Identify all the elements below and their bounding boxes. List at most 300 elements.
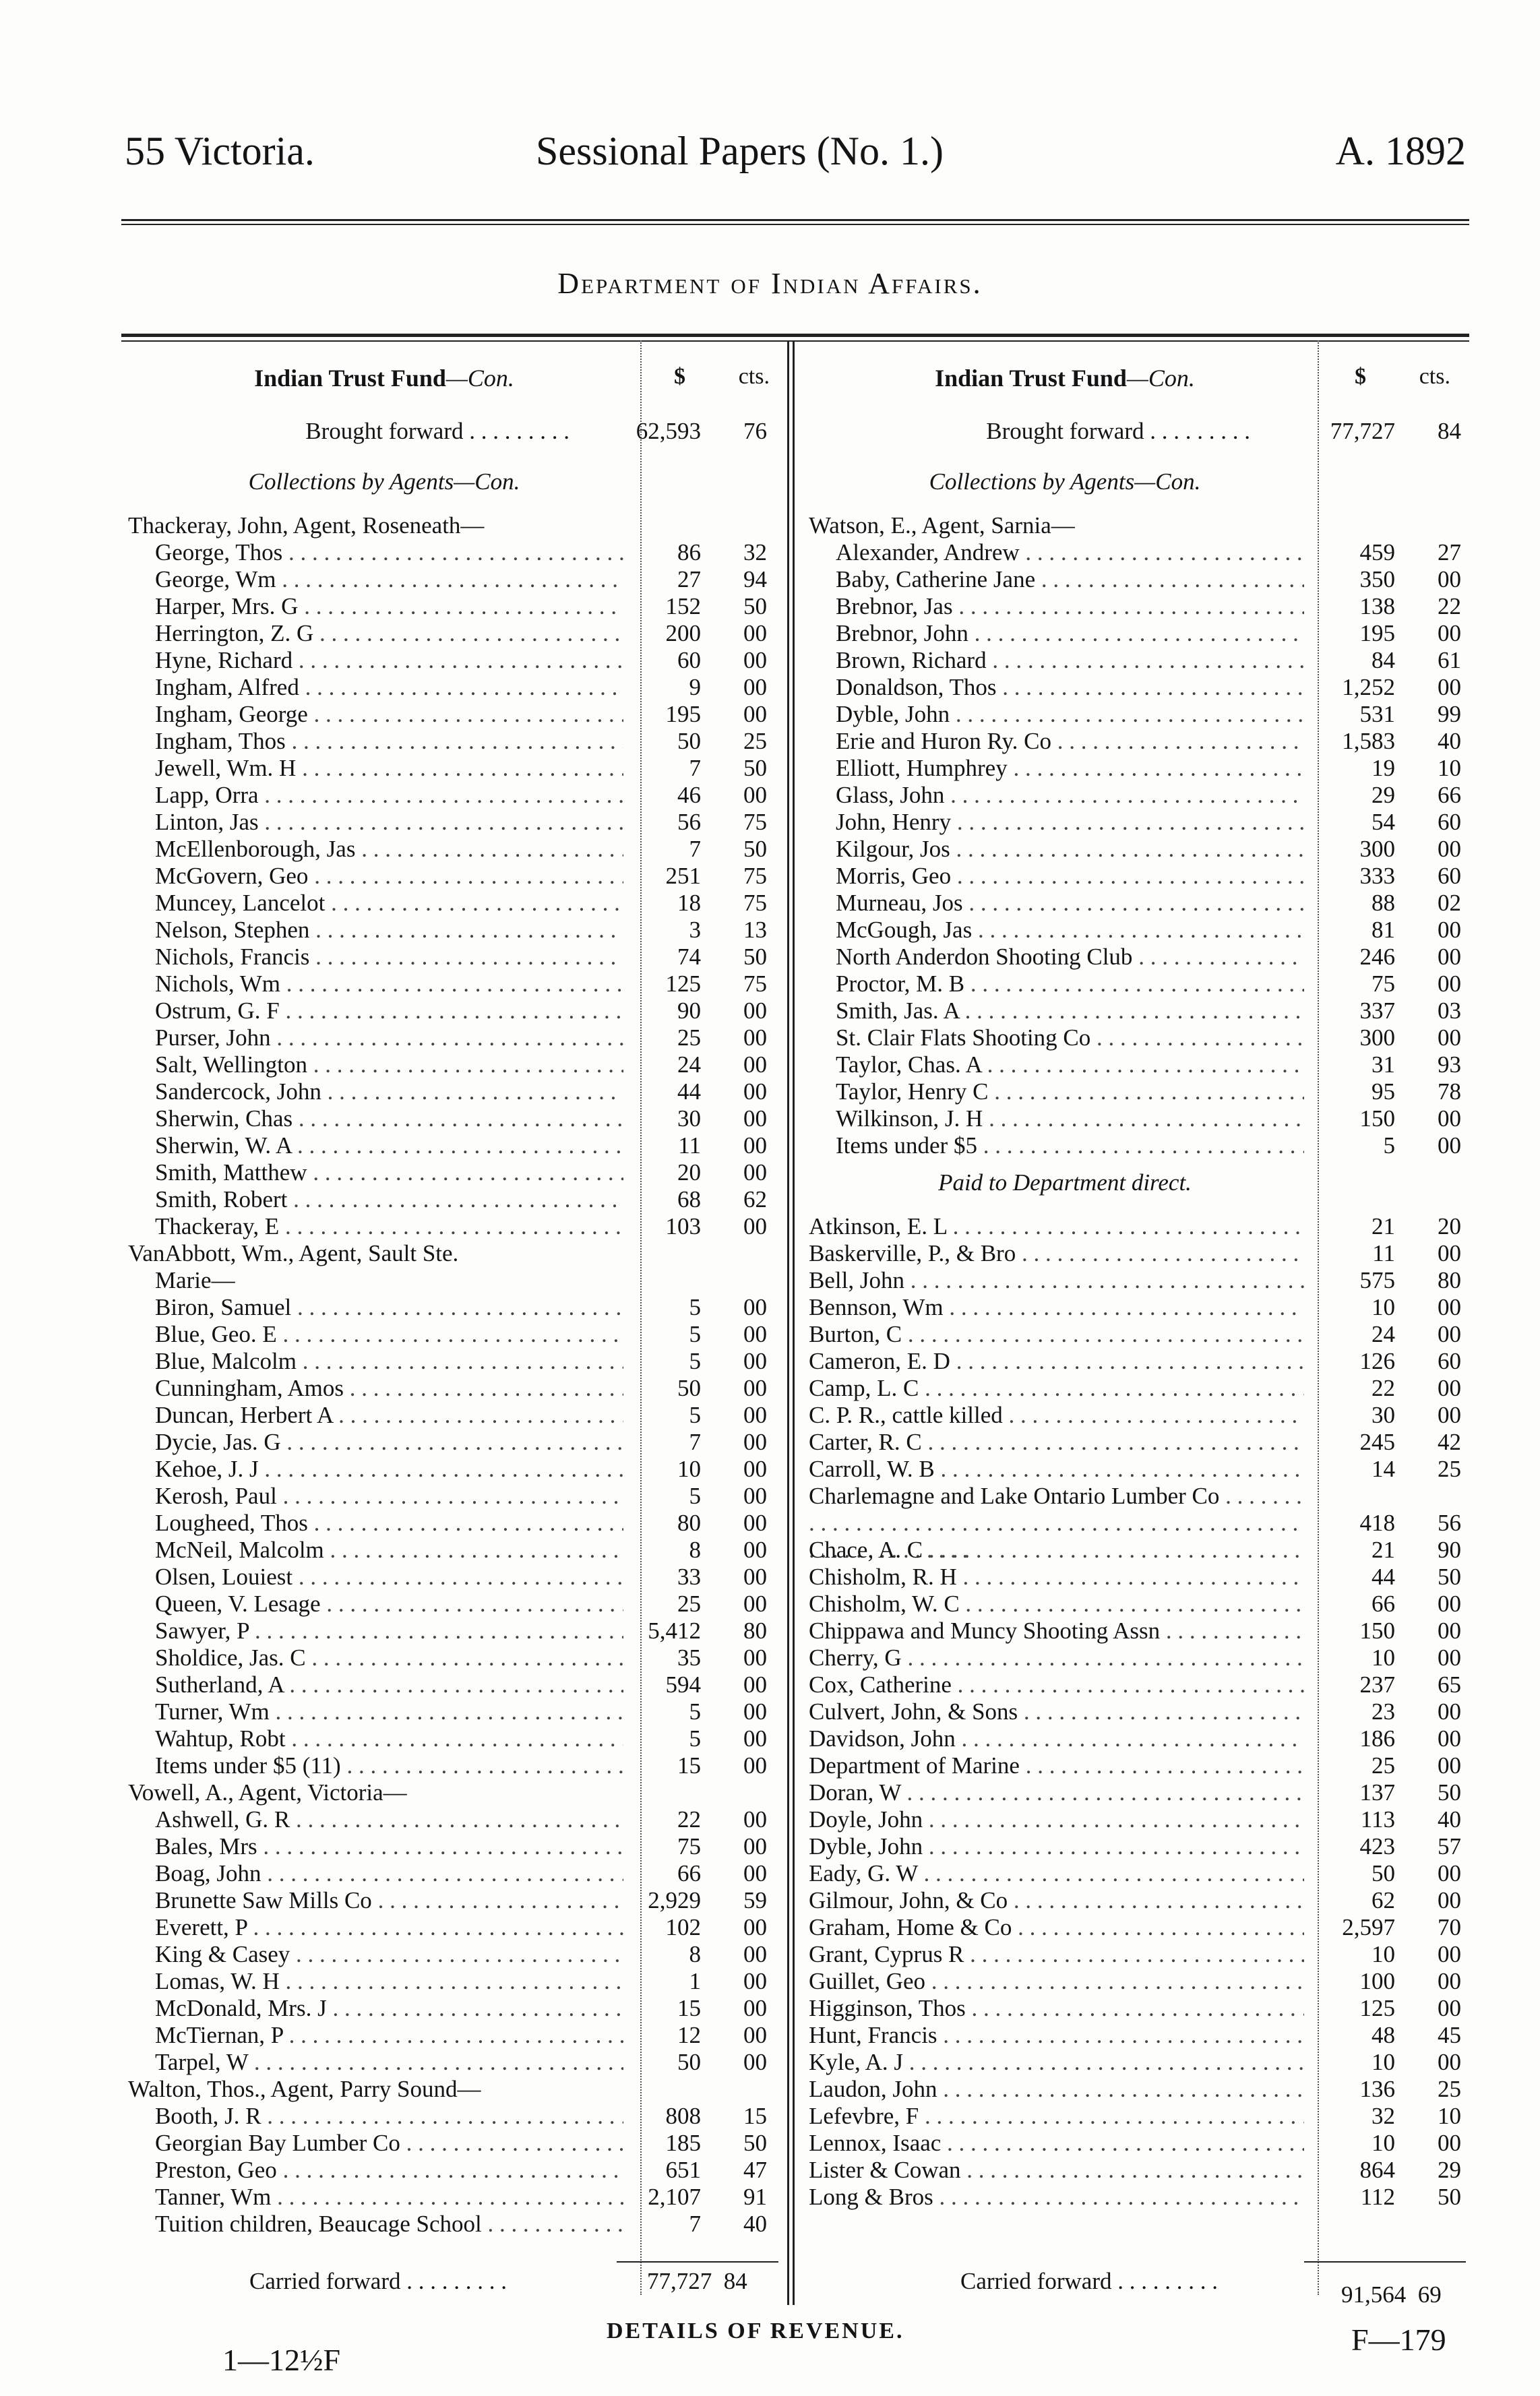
entry-dollars: 15 bbox=[677, 1995, 701, 2021]
entry-dollars: 44 bbox=[677, 1078, 701, 1105]
entry-cents: 00 bbox=[1438, 1860, 1461, 1886]
table-row bbox=[128, 1887, 775, 1914]
entry-name: Georgian Bay Lumber Co . . . bbox=[155, 2130, 623, 2157]
table-row bbox=[809, 1321, 1469, 1348]
entry-cents: 00 bbox=[1438, 1752, 1461, 1779]
entry-name: North Anderdon Shooting Club . . . bbox=[836, 944, 1304, 971]
entry-cents: 57 bbox=[1438, 1833, 1461, 1860]
table-row bbox=[128, 2184, 775, 2211]
entry-cents: 00 bbox=[743, 1456, 767, 1482]
table-row bbox=[809, 1375, 1469, 1402]
table-row bbox=[809, 1078, 1469, 1105]
entry-cents: 00 bbox=[1438, 1024, 1461, 1051]
entry-dollars: 300 bbox=[1359, 1024, 1395, 1051]
left-total-rule bbox=[617, 2261, 778, 2263]
entry-dollars: 50 bbox=[677, 2049, 701, 2075]
entry-cents: 90 bbox=[1438, 1537, 1461, 1563]
entry-dollars: 20 bbox=[677, 1159, 701, 1186]
entry-name: Dyble, John . . . bbox=[809, 1833, 1304, 1860]
entry-cents: 00 bbox=[743, 1483, 767, 1509]
entry-dollars: 30 bbox=[677, 1105, 701, 1132]
table-row bbox=[128, 755, 775, 782]
entry-dollars: 75 bbox=[1372, 971, 1395, 997]
entry-name: Lennox, Isaac . . . bbox=[809, 2130, 1304, 2157]
entry-name: Burton, C . . . bbox=[809, 1321, 1304, 1348]
entry-name: Kilgour, Jos . . . bbox=[836, 836, 1304, 863]
entry-name: McDonald, Mrs. J . . . bbox=[155, 1995, 623, 2022]
table-row bbox=[128, 1968, 775, 1995]
entry-cents: 00 bbox=[743, 1725, 767, 1752]
table-row bbox=[128, 1806, 775, 1833]
entry-dollars: 11 bbox=[678, 1132, 701, 1159]
table-row bbox=[128, 809, 775, 836]
entry-cents: 00 bbox=[743, 997, 767, 1024]
entry-dollars: 54 bbox=[1372, 809, 1395, 835]
entry-name: Morris, Geo . . . bbox=[836, 863, 1304, 890]
table-row bbox=[809, 1429, 1469, 1456]
entry-dollars: 48 bbox=[1372, 2022, 1395, 2048]
entry-cents: 00 bbox=[1438, 944, 1461, 970]
table-row bbox=[809, 1725, 1469, 1752]
entry-dollars: 88 bbox=[1372, 890, 1395, 916]
table-row bbox=[128, 1429, 775, 1456]
entry-dollars: 200 bbox=[665, 620, 701, 646]
entry-dollars: 81 bbox=[1372, 917, 1395, 943]
entry-dollars: 15 bbox=[677, 1752, 701, 1779]
table-row bbox=[128, 1267, 775, 1294]
entry-cents: 32 bbox=[743, 539, 767, 565]
entry-cents: 78 bbox=[1438, 1078, 1461, 1105]
table-row bbox=[809, 1941, 1469, 1968]
entry-cents: 00 bbox=[1438, 566, 1461, 592]
entry-name: C. P. R., cattle killed . . . bbox=[809, 1402, 1304, 1429]
entry-cents: 00 bbox=[1438, 1591, 1461, 1617]
table-row bbox=[809, 1752, 1469, 1779]
entry-cents: 75 bbox=[743, 971, 767, 997]
entry-cents: 00 bbox=[743, 1024, 767, 1051]
table-row bbox=[128, 1833, 775, 1860]
entry-cents: 56 bbox=[1438, 1510, 1461, 1536]
entry-cents: 00 bbox=[1438, 1995, 1461, 2021]
entry-dollars: 5,412 bbox=[648, 1618, 701, 1644]
entry-name: Chisholm, R. H . . . bbox=[809, 1564, 1304, 1591]
right-total-rule bbox=[1304, 2261, 1466, 2263]
entry-cents: 00 bbox=[743, 782, 767, 808]
entry-cents: 00 bbox=[743, 1564, 767, 1590]
entry-dollars: 2,597 bbox=[1342, 1914, 1395, 1940]
entry-dollars: 22 bbox=[677, 1806, 701, 1833]
left-entries bbox=[128, 512, 775, 2238]
entry-cents: 00 bbox=[743, 1402, 767, 1428]
entry-name: Dyble, John . . . bbox=[836, 701, 1304, 728]
entry-cents: 00 bbox=[1438, 1402, 1461, 1428]
table-row bbox=[809, 2103, 1469, 2130]
table-row bbox=[809, 2130, 1469, 2157]
entry-cents: 00 bbox=[743, 1914, 767, 1940]
table-row bbox=[128, 1105, 775, 1132]
entry-dollars: 2,929 bbox=[648, 1887, 701, 1913]
right-column-title: Indian Trust Fund—Con. bbox=[935, 365, 1195, 392]
entry-dollars: 25 bbox=[1372, 1752, 1395, 1779]
entry-name: Blue, Geo. E . . . bbox=[155, 1321, 623, 1348]
entry-cents: 00 bbox=[743, 1429, 767, 1455]
entry-name: Hunt, Francis . . . bbox=[809, 2022, 1304, 2049]
table-row bbox=[809, 1833, 1469, 1860]
table-row bbox=[809, 620, 1469, 647]
entry-name: Kehoe, J. J . . . bbox=[155, 1456, 623, 1483]
entry-name: Lister & Cowan . . . bbox=[809, 2157, 1304, 2184]
entry-name: Hyne, Richard . . . bbox=[155, 647, 623, 674]
signature-mark: 1—12½F bbox=[222, 2343, 341, 2377]
entry-dollars: 418 bbox=[1359, 1510, 1395, 1536]
column-divider-2 bbox=[793, 340, 795, 2305]
entry-cents: 10 bbox=[1438, 755, 1461, 781]
entry-name: McNeil, Malcolm . . . bbox=[155, 1537, 623, 1564]
entry-cents: 25 bbox=[743, 728, 767, 754]
entry-dollars: 5 bbox=[1383, 1132, 1395, 1159]
entry-dollars: 8 bbox=[689, 1941, 701, 1967]
entry-name: Vowell, A., Agent, Victoria— bbox=[128, 1779, 407, 1806]
entry-name: Glass, John . . . bbox=[836, 782, 1304, 809]
entry-name: Wilkinson, J. H . . . bbox=[836, 1105, 1304, 1132]
entry-cents: 00 bbox=[743, 1051, 767, 1078]
entry-dollars: 337 bbox=[1359, 997, 1395, 1024]
entry-dollars: 5 bbox=[689, 1294, 701, 1320]
entry-cents: 50 bbox=[1438, 2184, 1461, 2210]
entry-dollars: 68 bbox=[677, 1186, 701, 1212]
entry-name: Ingham, Alfred . . . bbox=[155, 674, 623, 701]
table-row bbox=[128, 836, 775, 863]
entry-name: Salt, Wellington . . . bbox=[155, 1051, 623, 1078]
entry-name: Purser, John . . . bbox=[155, 1024, 623, 1051]
entry-name: VanAbbott, Wm., Agent, Sault Ste. bbox=[128, 1240, 459, 1266]
entry-dollars: 136 bbox=[1359, 2076, 1395, 2102]
entry-dollars: 7 bbox=[689, 755, 701, 781]
entry-cents: 40 bbox=[743, 2211, 767, 2237]
entry-cents: 47 bbox=[743, 2157, 767, 2183]
entry-name: Baskerville, P., & Bro . . . bbox=[809, 1240, 1304, 1267]
entry-dollars: 84 bbox=[1372, 647, 1395, 673]
entry-cents: 62 bbox=[743, 1186, 767, 1212]
entry-dollars: 186 bbox=[1359, 1725, 1395, 1752]
entry-name: Thackeray, E . . . bbox=[155, 1213, 623, 1240]
table-row bbox=[809, 1671, 1469, 1698]
entry-cents: 00 bbox=[743, 2049, 767, 2075]
entry-dollars: 30 bbox=[1372, 1402, 1395, 1428]
table-row bbox=[809, 1537, 1469, 1564]
entry-name: Carter, R. C . . . bbox=[809, 1429, 1304, 1456]
entry-cents: 00 bbox=[743, 1671, 767, 1698]
entry-name: Sherwin, Chas . . . bbox=[155, 1105, 623, 1132]
spacer bbox=[809, 1200, 1469, 1213]
entry-cents: 80 bbox=[743, 1618, 767, 1644]
entry-name: Thackeray, John, Agent, Roseneath— bbox=[128, 512, 485, 539]
table-row bbox=[128, 1294, 775, 1321]
entry-name: Dycie, Jas. G . . . bbox=[155, 1429, 623, 1456]
entry-name: Smith, Jas. A . . . bbox=[836, 997, 1304, 1024]
table-row bbox=[809, 782, 1469, 809]
table-row bbox=[809, 1968, 1469, 1995]
table-row bbox=[128, 1456, 775, 1483]
entry-dollars: 14 bbox=[1372, 1456, 1395, 1482]
entry-dollars: 423 bbox=[1359, 1833, 1395, 1860]
entry-name: Watson, E., Agent, Sarnia— bbox=[809, 512, 1075, 539]
entry-name: Cherry, G . . . bbox=[809, 1645, 1304, 1671]
entry-name: Sawyer, P . . . bbox=[155, 1618, 623, 1645]
entry-dollars: 531 bbox=[1359, 701, 1395, 727]
table-row bbox=[809, 1618, 1469, 1645]
entry-dollars: 25 bbox=[677, 1591, 701, 1617]
entry-cents: 00 bbox=[743, 620, 767, 646]
entry-name: Graham, Home & Co . . . bbox=[809, 1914, 1304, 1941]
entry-cents: 00 bbox=[1438, 1698, 1461, 1725]
table-row bbox=[809, 1132, 1469, 1159]
table-top-rule bbox=[121, 334, 1469, 337]
entry-cents: 00 bbox=[1438, 1240, 1461, 1266]
entry-cents: 50 bbox=[743, 593, 767, 619]
entry-name: Herrington, Z. G . . . bbox=[155, 620, 623, 647]
entry-name: McTiernan, P . . . bbox=[155, 2022, 623, 2049]
table-row bbox=[809, 1779, 1469, 1806]
table-row bbox=[809, 2022, 1469, 2049]
entry-name: Doyle, John . . . bbox=[809, 1806, 1304, 1833]
entry-cents: 00 bbox=[743, 1698, 767, 1725]
entry-cents: 00 bbox=[1438, 1645, 1461, 1671]
entry-dollars: 29 bbox=[1372, 782, 1395, 808]
entry-dollars: 10 bbox=[1372, 1941, 1395, 1967]
entry-dollars: 21 bbox=[1372, 1213, 1395, 1239]
entry-dollars: 31 bbox=[1372, 1051, 1395, 1078]
entry-dollars: 22 bbox=[1372, 1375, 1395, 1401]
entry-cents: 15 bbox=[743, 2103, 767, 2129]
entry-name: Brunette Saw Mills Co . . . bbox=[155, 1887, 623, 1914]
table-row bbox=[809, 917, 1469, 944]
entry-dollars: 150 bbox=[1359, 1618, 1395, 1644]
entry-cents: 75 bbox=[743, 863, 767, 889]
entry-dollars: 103 bbox=[665, 1213, 701, 1239]
table-row bbox=[809, 863, 1469, 890]
entry-cents: 00 bbox=[1438, 2049, 1461, 2075]
table-row bbox=[809, 1995, 1469, 2022]
entry-name: Culvert, John, & Sons . . . bbox=[809, 1698, 1304, 1725]
entry-cents: 00 bbox=[743, 1806, 767, 1833]
entry-dollars: 86 bbox=[677, 539, 701, 565]
entry-cents: 03 bbox=[1438, 997, 1461, 1024]
table-row bbox=[809, 1213, 1469, 1240]
entry-name: Brebnor, Jas . . . bbox=[836, 593, 1304, 620]
table-row bbox=[809, 1051, 1469, 1078]
table-row bbox=[809, 1483, 1469, 1537]
entry-dollars: 56 bbox=[677, 809, 701, 835]
entry-cents: 00 bbox=[1438, 1941, 1461, 1967]
entry-name: Walton, Thos., Agent, Parry Sound— bbox=[128, 2076, 481, 2102]
table-row bbox=[128, 674, 775, 701]
entry-name: Bales, Mrs . . . bbox=[155, 1833, 623, 1860]
details-of-revenue: DETAILS OF REVENUE. bbox=[607, 2318, 904, 2343]
entry-name: Chisholm, W. C . . . bbox=[809, 1591, 1304, 1618]
table-row bbox=[128, 890, 775, 917]
entry-cents: 00 bbox=[743, 1752, 767, 1779]
table-row bbox=[809, 701, 1469, 728]
entry-dollars: 651 bbox=[665, 2157, 701, 2183]
table-row bbox=[809, 890, 1469, 917]
column-divider bbox=[787, 340, 789, 2305]
entry-dollars: 251 bbox=[665, 863, 701, 889]
entry-cents: 60 bbox=[1438, 863, 1461, 889]
entry-dollars: 113 bbox=[1360, 1806, 1395, 1833]
table-row bbox=[809, 647, 1469, 674]
entry-cents: 00 bbox=[743, 1995, 767, 2021]
entry-dollars: 125 bbox=[665, 971, 701, 997]
entry-name: John, Henry . . . bbox=[836, 809, 1304, 836]
entry-dollars: 23 bbox=[1372, 1698, 1395, 1725]
entry-dollars: 18 bbox=[677, 890, 701, 916]
entry-name: Queen, V. Lesage . . . bbox=[155, 1591, 623, 1618]
entry-name: Kyle, A. J . . . bbox=[809, 2049, 1304, 2076]
entry-dollars: 185 bbox=[665, 2130, 701, 2156]
entry-cents: 13 bbox=[743, 917, 767, 943]
table-row bbox=[128, 593, 775, 620]
table-row bbox=[128, 728, 775, 755]
entry-cents: 00 bbox=[743, 1833, 767, 1860]
entry-cents: 00 bbox=[1438, 1968, 1461, 1994]
spacer bbox=[809, 499, 1469, 512]
entry-name: King & Casey . . . bbox=[155, 1941, 623, 1968]
entry-cents: 00 bbox=[743, 1860, 767, 1886]
entry-dollars: 5 bbox=[689, 1698, 701, 1725]
table-row bbox=[809, 1645, 1469, 1671]
entry-name: Higginson, Thos . . . bbox=[809, 1995, 1304, 2022]
entry-name: Atkinson, E. L . . . bbox=[809, 1213, 1304, 1240]
entry-dollars: 60 bbox=[677, 647, 701, 673]
entry-name: George, Thos . . . bbox=[155, 539, 623, 566]
entry-cents: 00 bbox=[743, 1213, 767, 1239]
entry-dollars: 19 bbox=[1372, 755, 1395, 781]
entry-name: Boag, John . . . bbox=[155, 1860, 623, 1887]
entry-name: Preston, Geo . . . bbox=[155, 2157, 623, 2184]
table-row bbox=[128, 1698, 775, 1725]
table-row bbox=[128, 1375, 775, 1402]
right-column bbox=[809, 350, 1469, 2211]
entry-cents: 02 bbox=[1438, 890, 1461, 916]
table-row bbox=[128, 1941, 775, 1968]
entry-dollars: 66 bbox=[1372, 1591, 1395, 1617]
table-row bbox=[809, 1806, 1469, 1833]
entry-cents: 00 bbox=[1438, 971, 1461, 997]
entry-name: Chace, A. C . . . bbox=[809, 1537, 1304, 1564]
entry-name: Alexander, Andrew . . . bbox=[836, 539, 1304, 566]
entry-dollars: 1 bbox=[689, 1968, 701, 1994]
running-head-left: 55 Victoria. bbox=[125, 129, 315, 173]
entry-name: Sherwin, W. A . . . bbox=[155, 1132, 623, 1159]
entry-name: Nelson, Stephen . . . bbox=[155, 917, 623, 944]
entry-cents: 99 bbox=[1438, 701, 1461, 727]
entry-name: Ashwell, G. R . . . bbox=[155, 1806, 623, 1833]
entry-name: St. Clair Flats Shooting Co . . . bbox=[836, 1024, 1304, 1051]
entry-dollars: 245 bbox=[1359, 1429, 1395, 1455]
table-row bbox=[809, 1267, 1469, 1294]
entry-cents: 00 bbox=[1438, 2130, 1461, 2156]
entry-cents: 40 bbox=[1438, 1806, 1461, 1833]
entry-dollars: 66 bbox=[677, 1860, 701, 1886]
entry-dollars: 10 bbox=[1372, 1294, 1395, 1320]
entry-dollars: 3 bbox=[689, 917, 701, 943]
entry-cents: 20 bbox=[1438, 1213, 1461, 1239]
entry-name: Biron, Samuel . . . bbox=[155, 1294, 623, 1321]
table-row bbox=[128, 2049, 775, 2076]
entry-cents: 00 bbox=[1438, 1725, 1461, 1752]
table-row bbox=[128, 1483, 775, 1510]
table-row bbox=[128, 512, 775, 539]
entry-name: Duncan, Herbert A . . . bbox=[155, 1402, 623, 1429]
entry-name: Laudon, John . . . bbox=[809, 2076, 1304, 2103]
table-row bbox=[128, 1213, 775, 1240]
entry-cents: 42 bbox=[1438, 1429, 1461, 1455]
table-row bbox=[128, 1078, 775, 1105]
entry-cents: 00 bbox=[743, 1591, 767, 1617]
entry-dollars: 10 bbox=[1372, 1645, 1395, 1671]
entry-dollars: 195 bbox=[1359, 620, 1395, 646]
entry-dollars: 195 bbox=[665, 701, 701, 727]
table-row bbox=[809, 944, 1469, 971]
entry-cents: 22 bbox=[1438, 593, 1461, 619]
entry-name: Baby, Catherine Jane . . . bbox=[836, 566, 1304, 593]
table-row bbox=[128, 1725, 775, 1752]
entry-name: Erie and Huron Ry. Co . . . bbox=[836, 728, 1304, 755]
entry-dollars: 575 bbox=[1359, 1267, 1395, 1293]
entry-name: Lapp, Orra . . . bbox=[155, 782, 623, 809]
entry-name: Guillet, Geo . . . bbox=[809, 1968, 1304, 1995]
table-row bbox=[128, 1051, 775, 1078]
entry-cents: 00 bbox=[743, 701, 767, 727]
entry-name: Cameron, E. D . . . bbox=[809, 1348, 1304, 1375]
entry-name: Grant, Cyprus R . . . bbox=[809, 1941, 1304, 1968]
entry-cents: 75 bbox=[743, 809, 767, 835]
entry-dollars: 459 bbox=[1359, 539, 1395, 565]
spacer bbox=[128, 2238, 775, 2251]
table-row bbox=[128, 1564, 775, 1591]
table-row bbox=[128, 971, 775, 997]
table-row bbox=[809, 2049, 1469, 2076]
table-row bbox=[128, 1995, 775, 2022]
entry-name: Bennson, Wm . . . bbox=[809, 1294, 1304, 1321]
entry-cents: 00 bbox=[743, 1294, 767, 1320]
entry-name: Nichols, Francis . . . bbox=[155, 944, 623, 971]
entry-name: Long & Bros . . . bbox=[809, 2184, 1304, 2211]
spacer bbox=[128, 499, 775, 512]
entry-name: Bell, John . . . bbox=[809, 1267, 1304, 1294]
entry-name: Gilmour, John, & Co . . . bbox=[809, 1887, 1304, 1914]
entry-name: Items under $5 . . . bbox=[836, 1132, 1304, 1159]
entry-cents: 61 bbox=[1438, 647, 1461, 673]
entry-dollars: 62 bbox=[1372, 1887, 1395, 1913]
table-row bbox=[809, 1914, 1469, 1941]
table-row bbox=[809, 1024, 1469, 1051]
right-money-header: $ cts. bbox=[1355, 364, 1450, 389]
table-row bbox=[809, 1240, 1469, 1267]
table-row bbox=[128, 701, 775, 728]
entry-cents: 00 bbox=[743, 1159, 767, 1186]
entry-dollars: 21 bbox=[1372, 1537, 1395, 1563]
entry-name: Everett, P . . . bbox=[155, 1914, 623, 1941]
table-row bbox=[809, 728, 1469, 755]
table-row bbox=[128, 2022, 775, 2049]
entry-name: Harper, Mrs. G . . . bbox=[155, 593, 623, 620]
entry-name: McGough, Jas . . . bbox=[836, 917, 1304, 944]
left-carried-amount: 77,727 84 bbox=[647, 2268, 747, 2294]
table-row bbox=[128, 2157, 775, 2184]
entry-cents: 00 bbox=[743, 1645, 767, 1671]
